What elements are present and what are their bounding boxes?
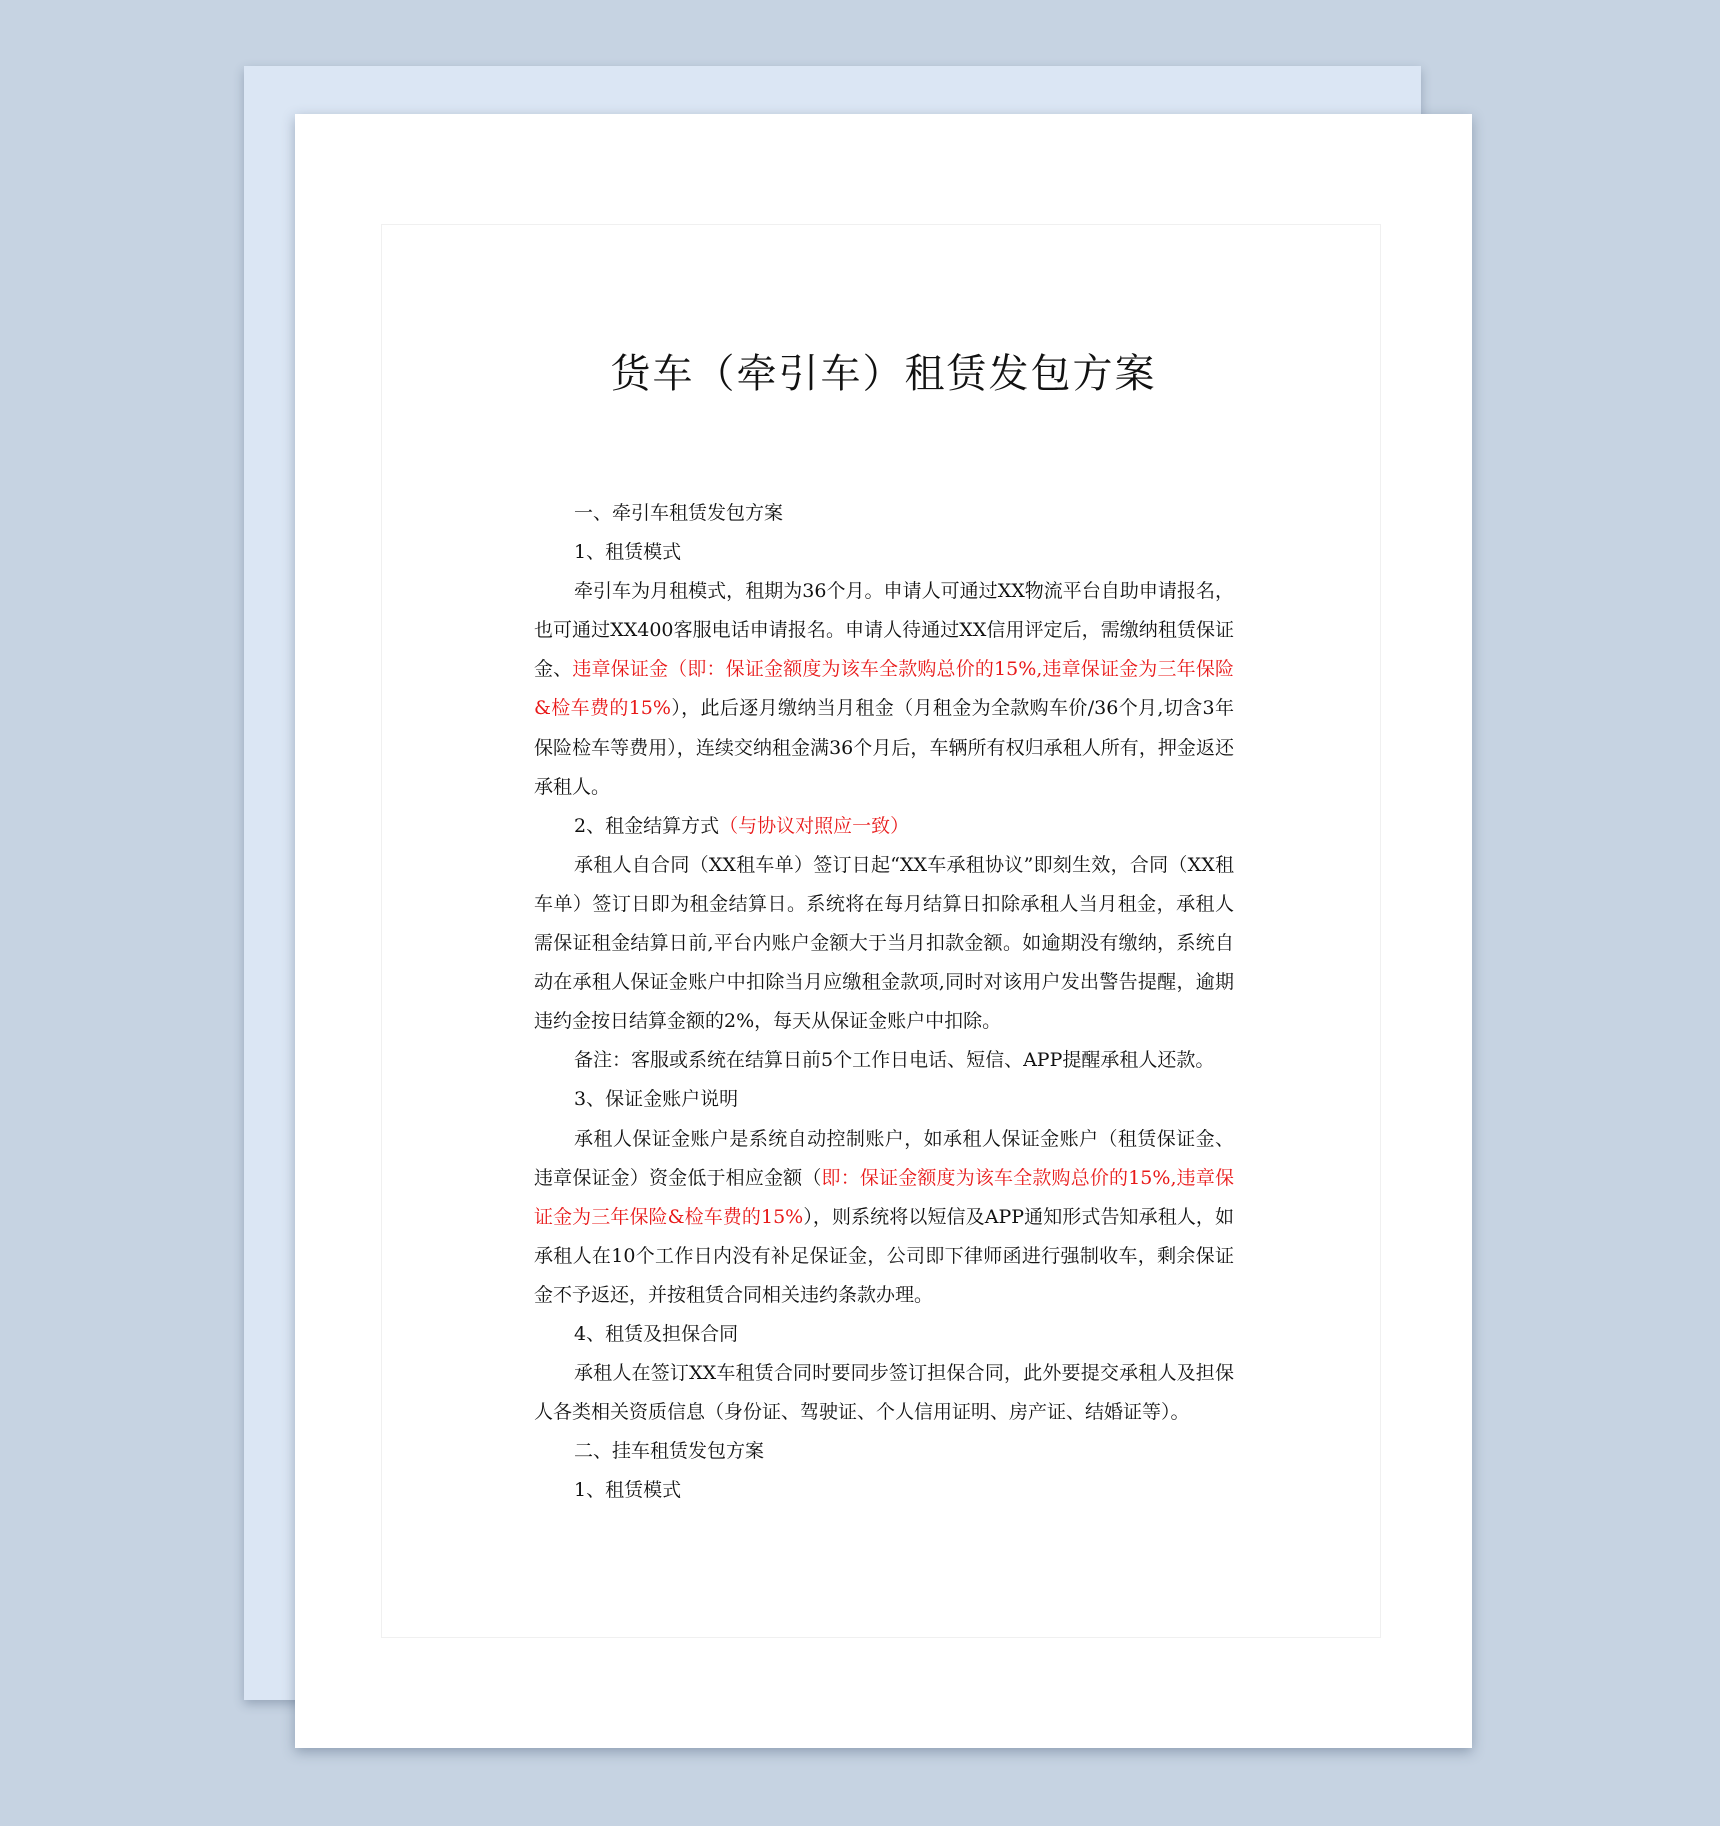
text-run: 1、租赁模式 — [574, 1479, 682, 1502]
text-run: 4、租赁及担保合同 — [574, 1322, 739, 1345]
document-title: 货车（牵引车）租赁发包方案 — [610, 351, 1157, 397]
paragraph — [534, 572, 1234, 807]
text-run: 2、租金结算方式 — [574, 814, 720, 837]
text-run: 1、租赁模式 — [574, 541, 682, 564]
highlighted-text: （与协议对照应一致） — [719, 814, 910, 837]
highlighted-text: 即：保证金额度为该车全款购总价的15%,违章保证金为三年保险&检车费的15% — [534, 1166, 1234, 1228]
paragraph — [534, 846, 1234, 1041]
text-run: 一、牵引车租赁发包方案 — [574, 502, 784, 524]
document-body — [534, 494, 1234, 1510]
text-run: 二、挂车租赁发包方案 — [574, 1440, 765, 1463]
paragraph — [534, 494, 1234, 533]
paragraph — [534, 1080, 1234, 1119]
paragraph — [534, 1471, 1234, 1510]
text-run: ），则系统将以短信及APP通知形式告知承租人，如承租人在10个工作日内没有补足保证金，公司即下律师函进行强制收车，剩余保证金不予返还，并按租赁合同相关违约条款办理。 — [534, 1205, 1234, 1306]
text-run: ），此后逐月缴纳当月租金（月租金为全款购车价/36个月,切含3年保险检车等费用），连续交纳租金满36个月后，车辆所有权归承租人所有，押金返还承租人。 — [534, 697, 1234, 798]
paragraph — [534, 1041, 1234, 1080]
text-run: 承租人保证金账户是系统自动控制账户，如承租人保证金账户（租赁保证金、违章保证金）资金低于相应金额（ — [534, 1127, 1234, 1189]
paragraph — [534, 1354, 1234, 1432]
text-run: 牵引车为月租模式，租期为36个月。申请人可通过XX物流平台自助申请报名，也可通过XX400客服电话申请报名。申请人待通过XX信用评定后，需缴纳租赁保证金、 — [534, 580, 1234, 681]
highlighted-text: 违章保证金（即：保证金额度为该车全款购总价的15%,违章保证金为三年保险&检车费的15% — [534, 658, 1234, 720]
text-run: 备注：客服或系统在结算日前5个工作日电话、短信、APP提醒承租人还款。 — [574, 1049, 1215, 1072]
text-run: 承租人自合同（XX租车单）签订日起“XX车承租协议”即刻生效，合同（XX租车单）签订日即为租金结算日。系统将在每月结算日扣除承租人当月租金，承租人需保证租金结算日前,平台内账户金额大于当月扣款金额。如逾期没有缴纳，系统自动在承租人保证金账户中扣除当月应缴租金款项,同时对该用户发出警告提醒，逾期违约金按日结算金额的2%，每天从保证金账户中扣除。 — [534, 853, 1234, 1033]
paragraph — [534, 533, 1234, 572]
text-run: 3、保证金账户说明 — [574, 1088, 739, 1111]
text-run: 承租人在签订XX车租赁合同时要同步签订担保合同，此外要提交承租人及担保人各类相关资质信息（身份证、驾驶证、个人信用证明、房产证、结婚证等）。 — [534, 1362, 1234, 1424]
paragraph — [534, 807, 1234, 846]
paragraph — [534, 1432, 1234, 1471]
front-paper-sheet — [295, 114, 1472, 1748]
paragraph — [534, 1120, 1234, 1315]
paragraph — [534, 1315, 1234, 1354]
